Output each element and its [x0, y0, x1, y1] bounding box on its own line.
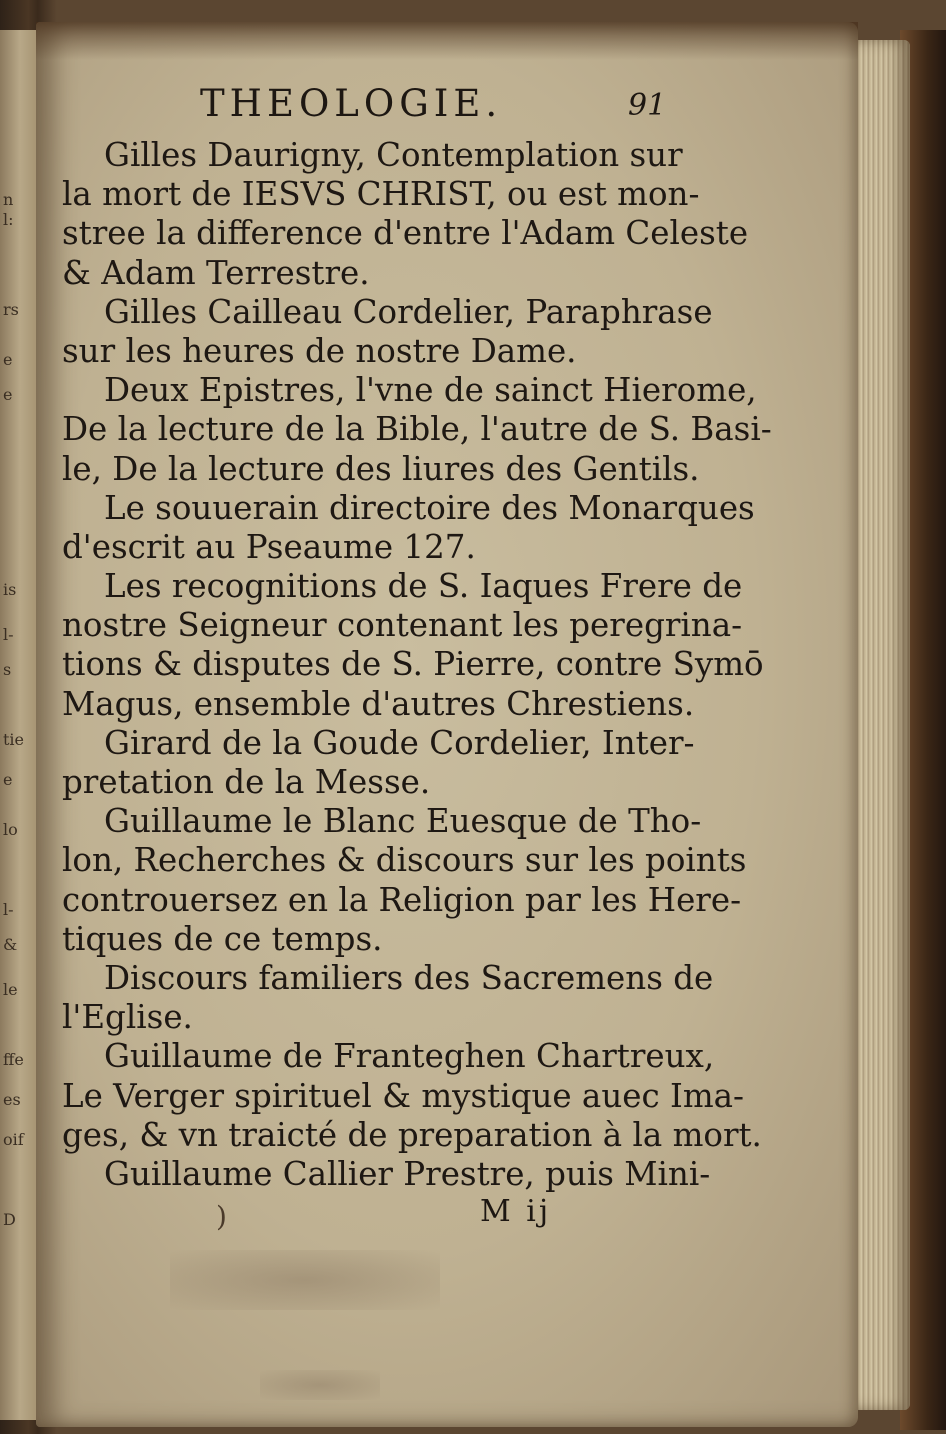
text-line: Gilles Daurigny, Contemplation sur — [104, 136, 683, 174]
page-top-shadow — [36, 22, 858, 60]
previous-page-fragment: D — [3, 1210, 16, 1229]
text-block — [62, 136, 772, 1194]
text-line: Discours familiers des Sacremens de — [104, 958, 714, 997]
previous-page-fragment: l: — [3, 210, 14, 229]
previous-page-fragment: rs — [3, 300, 19, 319]
previous-page-fragment: tie — [3, 730, 25, 749]
text-line: ges, & vn traicté de preparation à la mort. — [62, 1115, 762, 1154]
page-header — [190, 82, 670, 132]
previous-page-fragment: oif — [3, 1130, 24, 1149]
text-line: Gilles Cailleau Cordelier, Paraphrase — [104, 292, 713, 331]
text-line: Magus, ensemble d'autres Chrestiens. — [62, 684, 695, 723]
text-line: controuersez en la Religion par les Here- — [62, 880, 742, 919]
previous-page-fragment: le — [3, 980, 18, 999]
previous-page-fragment: is — [3, 580, 17, 599]
text-line: sur les heures de nostre Dame. — [62, 331, 577, 370]
previous-page-fragment: l- — [3, 625, 14, 644]
text-line: lon, Recherches & discours sur les points — [62, 841, 747, 880]
text-line: Guillaume le Blanc Euesque de Tho- — [104, 802, 702, 841]
page-number: 91 — [628, 88, 667, 123]
text-line: d'escrit au Pseaume 127. — [62, 527, 476, 566]
previous-page-fragment: es — [3, 1090, 21, 1109]
text-line: l'Eglise. — [62, 998, 193, 1037]
text-line: Le Verger spirituel & mystique auec Ima- — [62, 1076, 745, 1115]
text-line: pretation de la Messe. — [62, 763, 431, 801]
text-line: Deux Epistres, l'vne de sainct Hierome, — [104, 371, 757, 410]
text-line: tions & disputes de S. Pierre, contre Symō — [62, 645, 764, 684]
text-line: Guillaume Callier Prestre, puis Mini- — [104, 1154, 711, 1193]
paper-stain — [260, 1370, 380, 1400]
previous-page-fragment: s — [3, 660, 12, 679]
text-line: Girard de la Goude Cordelier, Inter- — [104, 723, 695, 762]
text-line: stree la difference d'entre l'Adam Celeste — [62, 214, 749, 253]
text-line: Le souuerain directoire des Monarques — [104, 488, 755, 527]
previous-page-fragment: e — [3, 350, 13, 369]
previous-page-fragment: l- — [3, 900, 14, 919]
text-line: Les recognitions de S. Iaques Frere de — [104, 567, 743, 606]
text-line: & Adam Terrestre. — [62, 253, 370, 292]
previous-page-fragment: e — [3, 770, 13, 789]
paper-stain — [170, 1250, 440, 1310]
previous-page-fragment: e — [3, 385, 13, 404]
text-line: De la lecture de la Bible, l'autre de S. Basi- — [62, 410, 772, 449]
marginal-mark: ) — [216, 1200, 227, 1233]
signature-mark: M ij — [480, 1194, 552, 1229]
previous-page-fragment: lo — [3, 820, 18, 839]
text-line: la mort de IESVS CHRIST, ou est mon- — [62, 175, 700, 214]
text-line: le, De la lecture des liures des Gentils. — [62, 449, 700, 488]
previous-page-fragment: ffe — [3, 1050, 24, 1069]
previous-page-fragment: n — [3, 190, 14, 209]
running-head: THEOLOGIE. — [200, 82, 503, 125]
previous-page-fragment: & — [3, 935, 18, 954]
text-line: nostre Seigneur contenant les peregrina- — [62, 606, 743, 645]
text-line: tiques de ce temps. — [62, 919, 383, 958]
text-line: Guillaume de Franteghen Chartreux, — [104, 1037, 715, 1076]
